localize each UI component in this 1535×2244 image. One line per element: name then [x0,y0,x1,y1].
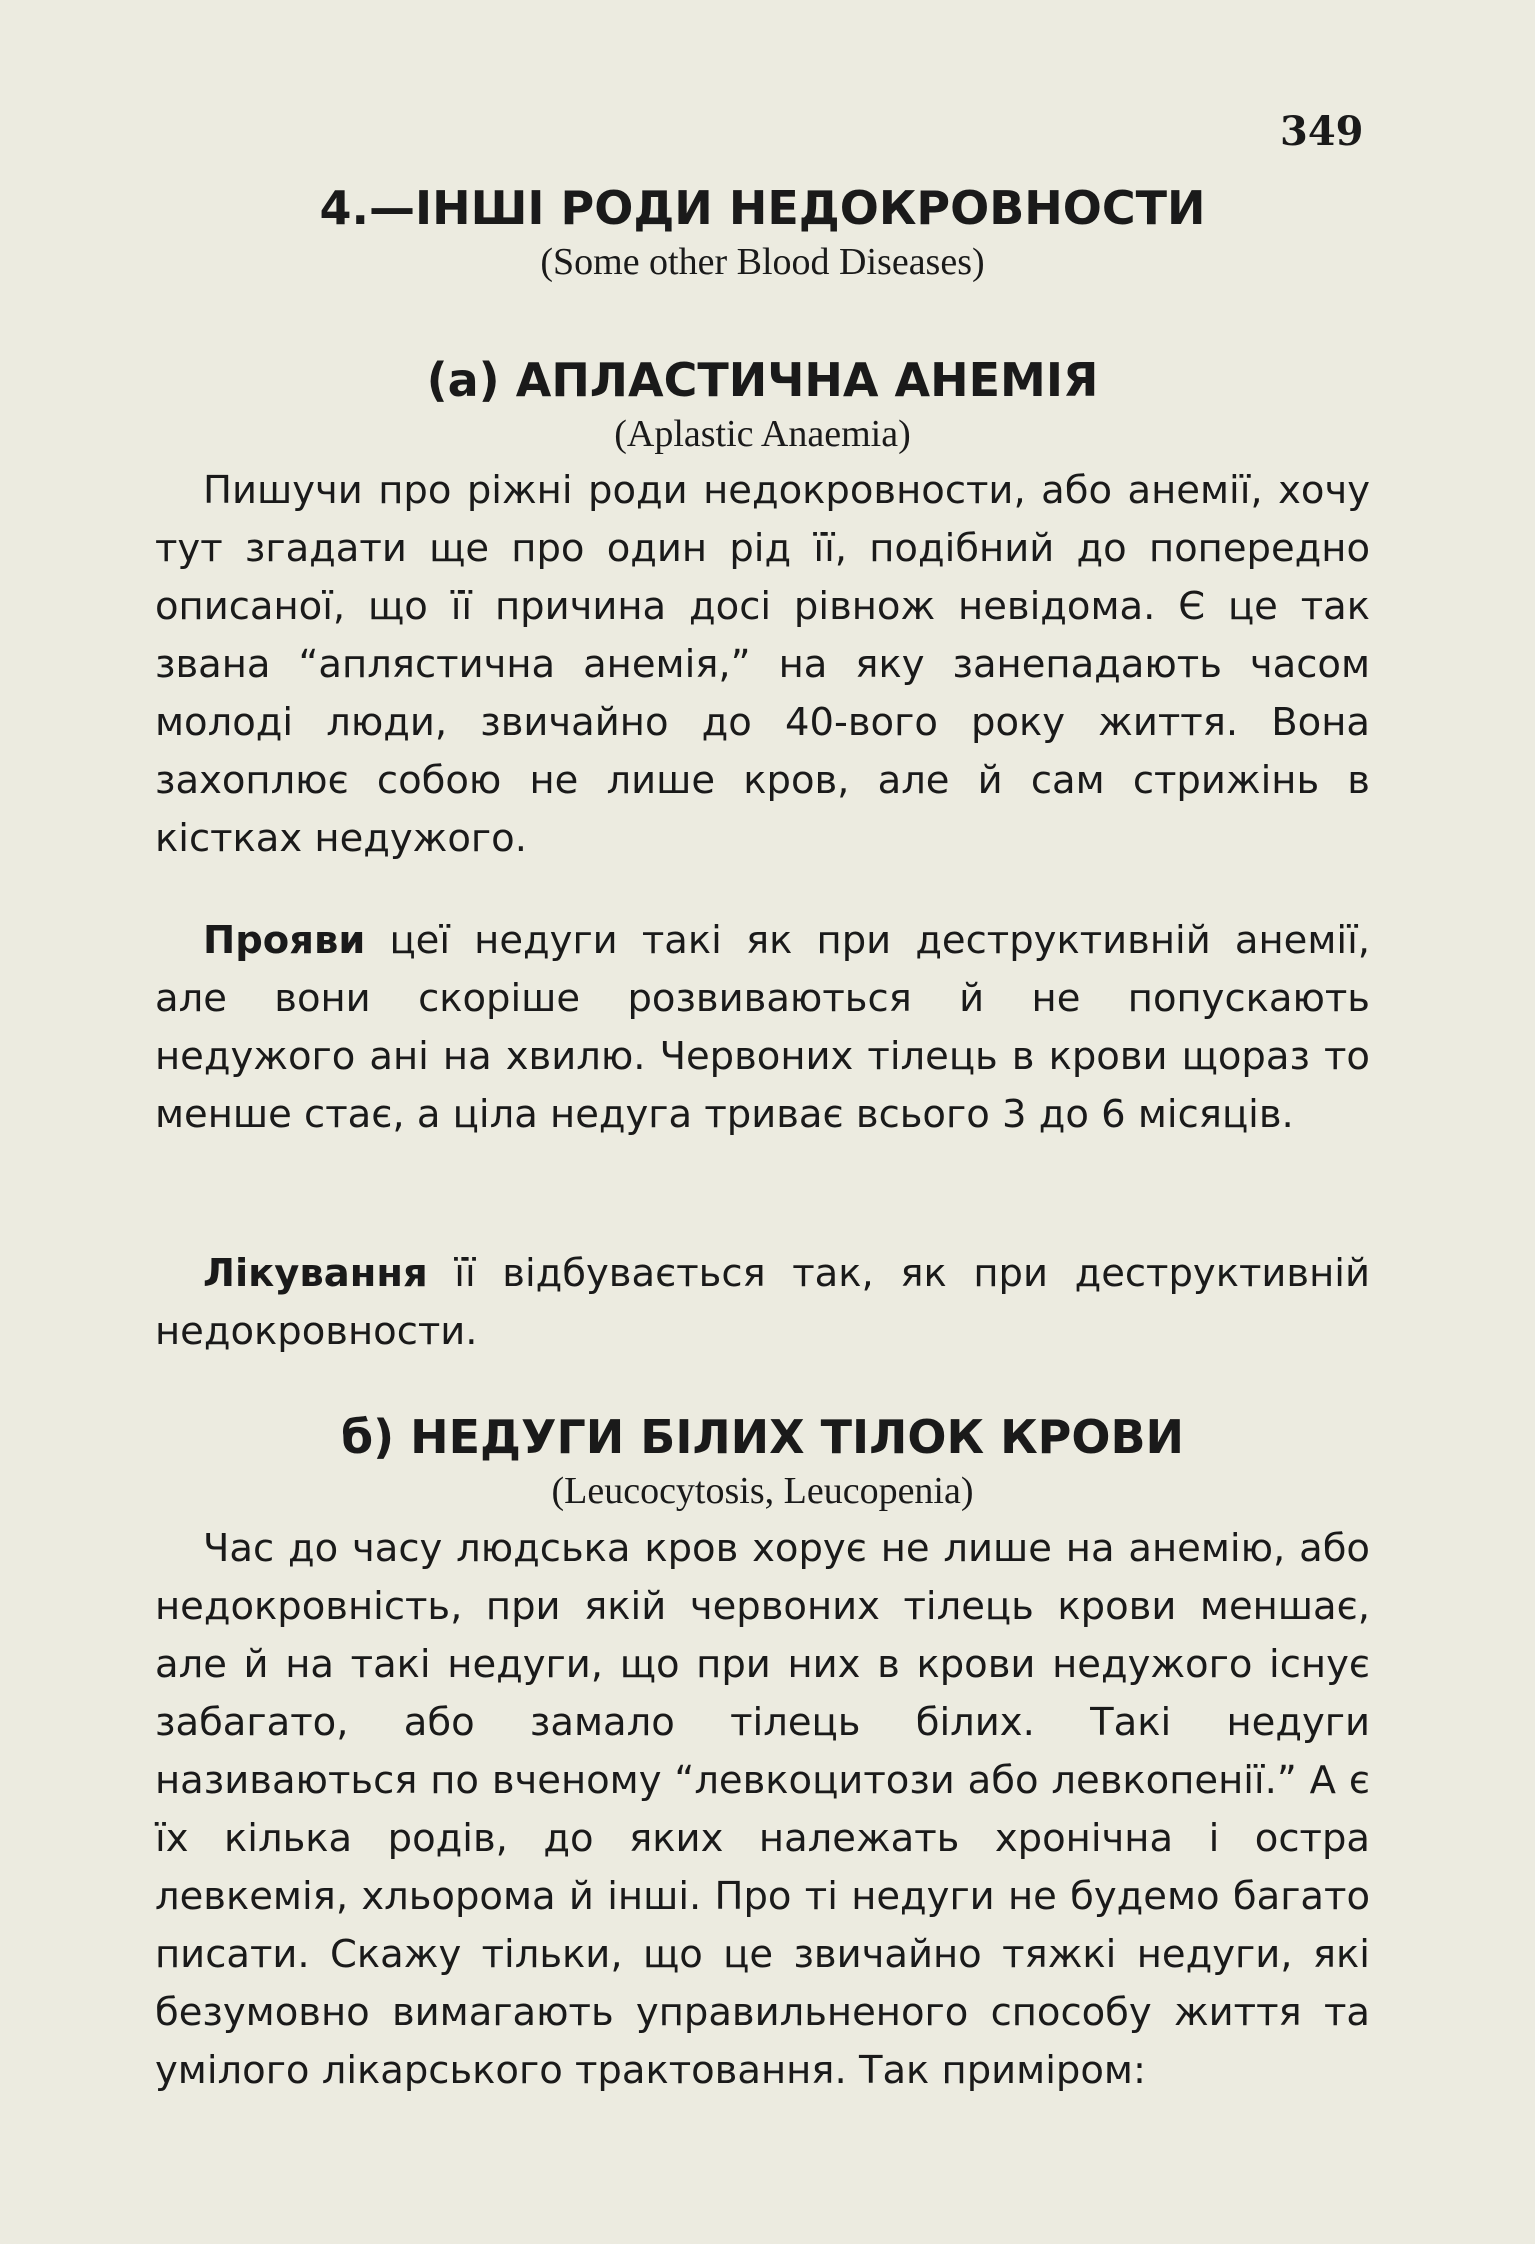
subsection-a-header [155,350,1370,458]
section-header [155,178,1370,286]
subsection-a-paragraph-1: Пишучи про ріжні роди недокровности, або анемії, хочу тут згадати ще про один рід її, подібний до попередно описаної, що її причина досі рівнож невідома. Є це так звана “аплястична анемія,” на яку занепадають часом молоді люди, звичайно до 40-вого року життя. Вона захоплює собою не лише кров, але й сам стрижінь в кістках недужого. [155,468,1370,861]
treatment-label: Лікування [203,1251,428,1296]
page-number: 349 [1280,108,1364,155]
subsection-a-paragraph-1-block [155,462,1370,868]
symptoms-label: Прояви [203,918,366,963]
subsection-b-paragraph-1: Час до часу людська кров хорує не лише на анемію, або недокровність, при якій червоних тілець крови меншає, але й на такі недуги, що при них в крови недужого існує забагато, або замало тілець білих. Такі недуги називаються по вченому “левкоцитози або левкопенії.” А є їх кілька родів, до яких належать хронічна і остра левкемія, хльорома й інші. Про ті недуги не будемо багато писати. Скажу тільки, що це звичайно тяжкі недуги, які безумовно вимагають управильненого способу життя та умілого лікарського трактовання. Так приміром: [155,1526,1370,2093]
subsection-b-header [155,1407,1370,1515]
subsection-a-title: (а) АПЛАСТИЧНА АНЕМІЯ [426,353,1099,407]
subsection-b-title: б) НЕДУГИ БІЛИХ ТІЛОК КРОВИ [340,1410,1185,1464]
subsection-a-subtitle: (Aplastic Anaemia) [614,413,911,455]
subsection-a-symptoms-block [155,912,1370,1144]
section-subtitle: (Some other Blood Diseases) [540,241,985,283]
treatment-paragraph [155,1245,1370,1361]
treatment-text: її відбувається так, як при деструктивній недокровности. [155,1251,1370,1354]
section-title: 4.—ІНШІ РОДИ НЕДОКРОВНОСТИ [319,181,1206,235]
subsection-b-subtitle: (Leucocytosis, Leucopenia) [551,1470,974,1512]
symptoms-text: цеї недуги такі як при деструктивній анемії, але вони скоріше розвиваються й не попускають недужого ані на хвилю. Червоних тілець в крови щораз то менше стає, а ціла недуга триває всього 3 до 6 місяців. [155,918,1370,1137]
subsection-a-treatment-block [155,1245,1370,1361]
symptoms-paragraph [155,912,1370,1144]
subsection-b-paragraph-1-block [155,1520,1370,2100]
